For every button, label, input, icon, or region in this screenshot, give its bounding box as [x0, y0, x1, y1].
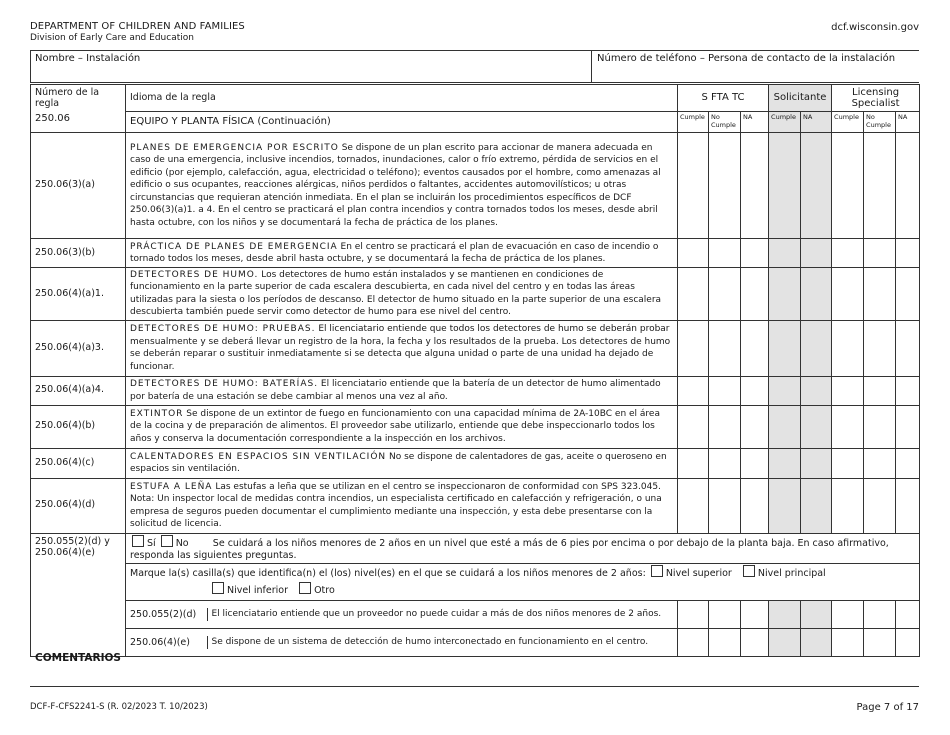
group-header-solicitante: Solicitante [769, 85, 832, 112]
rule-number: 250.06(4)(b) [31, 405, 126, 448]
sftatc-na-cell[interactable] [741, 405, 769, 448]
sftatc-cumple-cell[interactable] [678, 405, 709, 448]
sftatc-na-cell[interactable] [741, 133, 769, 239]
licensing-cumple-cell[interactable] [832, 320, 864, 376]
level-lower-label: Nivel inferior [227, 584, 288, 596]
sftatc-cumple-cell[interactable] [678, 268, 709, 321]
sftatc-cumple-cell[interactable] [678, 478, 709, 533]
rule-number: 250.06(4)(a)3. [31, 320, 126, 376]
sub-rule-cell [126, 628, 678, 656]
division-name: Division of Early Care and Education [30, 33, 194, 43]
rule-body: Los detectores de humo están instalados y se mantienen en condiciones de funcionamiento en la parte superior de cada escalera descubierta, en cada nivel del centro y en todas las áreas utilizadas para la siesta o los períodos de descanso. El detector de humo situado en la parte superior de una escalera descubierta también puede servir como detector de humo para ese nivel del centro. [130, 270, 662, 318]
under2-levels-row [31, 563, 920, 600]
solicitante-cumple-cell[interactable] [769, 239, 801, 268]
solicitante-cumple-cell[interactable] [769, 268, 801, 321]
licensing-cumple-cell[interactable] [832, 239, 864, 268]
solicitante-na-cell[interactable] [801, 628, 832, 656]
under2-question [126, 533, 920, 563]
solicitante-na-cell[interactable] [801, 133, 832, 239]
licensing-cumple-cell[interactable] [832, 448, 864, 478]
rule-number: 250.06(3)(a) [31, 133, 126, 239]
section-title: EQUIPO Y PLANTA FÍSICA (Continuación) [126, 112, 678, 133]
sftatc-no-cumple-cell[interactable] [709, 600, 741, 628]
licensing-na-cell[interactable] [896, 405, 920, 448]
sftatc-cumple-cell[interactable] [678, 628, 709, 656]
licensing-cumple-cell[interactable] [832, 376, 864, 405]
rule-text [126, 239, 678, 268]
no-label: No [175, 537, 189, 549]
licensing-na-cell[interactable] [896, 239, 920, 268]
solicitante-cumple-cell[interactable] [769, 320, 801, 376]
sftatc-no-cumple-cell[interactable] [709, 239, 741, 268]
rule-text [126, 376, 678, 405]
solicitante-cumple-cell[interactable] [769, 376, 801, 405]
level-upper-label: Nivel superior [665, 567, 732, 579]
sftatc-no-cumple-cell[interactable] [709, 133, 741, 239]
sub-header-cumple: Cumple [769, 112, 801, 133]
rule-body: No se dispone de calentadores de gas, aceite o queroseno en espacios sin ventilación. [130, 451, 667, 475]
no-checkbox[interactable] [161, 535, 173, 547]
sub-header-na: NA [741, 112, 769, 133]
solicitante-cumple-cell[interactable] [769, 405, 801, 448]
rule-number: 250.06(4)(a)1. [31, 268, 126, 321]
licensing-cumple-cell[interactable] [832, 133, 864, 239]
solicitante-na-cell[interactable] [801, 239, 832, 268]
col-header-rule-language: Idioma de la regla [126, 85, 678, 112]
under2-question-text: Se cuidará a los niños menores de 2 años en un nivel que esté a más de 6 pies por encima o por debajo de la planta baja. En caso afirmativo, responda las siguientes preguntas. [130, 537, 889, 561]
rule-title: ESTUFA A LEÑA [130, 481, 213, 492]
levels-prompt: Marque la(s) casilla(s) que identifica(n) el (los) nivel(es) en el que se cuidará a los niños menores de 2 años: [130, 567, 646, 579]
licensing-no-cumple-cell[interactable] [864, 320, 896, 376]
table-header-row [31, 85, 920, 112]
licensing-no-cumple-cell[interactable] [864, 478, 896, 533]
level-other-label: Otro [314, 584, 335, 596]
table-row [31, 600, 920, 628]
rule-number: 250.06(4)(a)4. [31, 376, 126, 405]
licensing-na-cell[interactable] [896, 376, 920, 405]
level-upper-checkbox[interactable] [651, 565, 663, 577]
comments-label: COMENTARIOS [35, 652, 121, 664]
solicitante-na-cell[interactable] [801, 268, 832, 321]
level-other-checkbox[interactable] [299, 582, 311, 594]
rule-text [126, 478, 678, 533]
rule-title: EXTINTOR [130, 409, 184, 420]
sftatc-no-cumple-cell[interactable] [709, 478, 741, 533]
sftatc-no-cumple-cell[interactable] [709, 268, 741, 321]
licensing-cumple-cell[interactable] [832, 628, 864, 656]
licensing-cumple-cell[interactable] [832, 478, 864, 533]
solicitante-na-cell[interactable] [801, 320, 832, 376]
sftatc-cumple-cell[interactable] [678, 133, 709, 239]
sftatc-cumple-cell[interactable] [678, 239, 709, 268]
group-header-sftatc: S FTA TC [678, 85, 769, 112]
solicitante-cumple-cell[interactable] [769, 478, 801, 533]
licensing-no-cumple-cell[interactable] [864, 600, 896, 628]
under2-rule-numbers: 250.055(2)(d) y 250.06(4)(e) [31, 533, 126, 656]
rule-number: 250.06(4)(c) [31, 448, 126, 478]
sftatc-na-cell[interactable] [741, 376, 769, 405]
sftatc-no-cumple-cell[interactable] [709, 628, 741, 656]
solicitante-na-cell[interactable] [801, 376, 832, 405]
sftatc-na-cell[interactable] [741, 478, 769, 533]
sftatc-na-cell[interactable] [741, 320, 769, 376]
table-row [31, 478, 920, 533]
form-number: DCF-F-CFS2241-S (R. 02/2023 T. 10/2023) [30, 702, 208, 712]
sftatc-no-cumple-cell[interactable] [709, 376, 741, 405]
solicitante-na-cell[interactable] [801, 478, 832, 533]
licensing-na-cell[interactable] [896, 600, 920, 628]
table-row [31, 628, 920, 656]
sftatc-no-cumple-cell[interactable] [709, 405, 741, 448]
rule-body: Las estufas a leña que se utilizan en el centro se inspeccionaron de conformidad con SPS 323.045. Nota: Un inspector local de medidas contra incendios, un especialista certificado en calefacción y refrigeración, o una empresa de seguros pueden documentar el cumplimiento mediante una inspección, y esta debe presentarse con la solicitud de licencia. [130, 481, 662, 530]
licensing-no-cumple-cell[interactable] [864, 448, 896, 478]
sftatc-na-cell[interactable] [741, 268, 769, 321]
licensing-no-cumple-cell[interactable] [864, 405, 896, 448]
licensing-na-cell[interactable] [896, 628, 920, 656]
facility-name-field[interactable] [31, 51, 592, 83]
phone-contact-label: Número de teléfono – Persona de contacto de la instalación [597, 53, 896, 64]
group-header-licensing: Licensing Specialist [832, 85, 920, 112]
rule-title: CALENTADORES EN ESPACIOS SIN VENTILACIÓN [130, 451, 387, 462]
level-lower-checkbox[interactable] [212, 582, 224, 594]
sftatc-no-cumple-cell[interactable] [709, 448, 741, 478]
rule-title: DETECTORES DE HUMO: BATERÍAS. [130, 379, 319, 390]
sub-header-no-cumple: No Cumple [864, 112, 896, 133]
sub-header-cumple: Cumple [678, 112, 709, 133]
website-url[interactable]: dcf.wisconsin.gov [831, 22, 919, 33]
rule-number: 250.06(3)(b) [31, 239, 126, 268]
department-name: DEPARTMENT OF CHILDREN AND FAMILIES [30, 21, 245, 32]
col-header-rule-number: Número de la regla [31, 85, 126, 133]
table-row [31, 268, 920, 321]
rule-text [126, 448, 678, 478]
table-row [31, 320, 920, 376]
sub-header-cumple: Cumple [832, 112, 864, 133]
rule-text [126, 268, 678, 321]
sub-rule-text: El licenciatario entiende que un proveedor no puede cuidar a más de dos niños menores de 2 años. [211, 608, 662, 619]
sftatc-na-cell[interactable] [741, 448, 769, 478]
rule-body: En el centro se practicará el plan de evacuación en caso de incendio o tornado todos los meses, desde abril hasta octubre, y se documentará la fecha de práctica de los planes. [130, 241, 659, 264]
licensing-na-cell[interactable] [896, 478, 920, 533]
sub-rule-number: 250.055(2)(d) [126, 608, 207, 621]
sub-rule-text: Se dispone de un sistema de detección de humo interconectado en funcionamiento en el centro. [211, 636, 649, 647]
sub-rule-cell [126, 600, 678, 628]
licensing-cumple-cell[interactable] [832, 405, 864, 448]
rule-title: DETECTORES DE HUMO: PRUEBAS. [130, 324, 316, 335]
rule-title: DETECTORES DE HUMO. [130, 270, 259, 280]
rule-body: El licenciatario entiende que todos los detectores de humo se deberán probar mensualmente y se deberá llevar un registro de la hora, la fecha y los resultados de la prueba. Los detectores de humo se deberán reparar o sustituir inmediatamente si se detecta que alguna unidad o parte de una unidad ha dejado de funcionar. [130, 324, 671, 372]
sftatc-cumple-cell[interactable] [678, 448, 709, 478]
under2-question-row [31, 533, 920, 563]
solicitante-cumple-cell[interactable] [769, 133, 801, 239]
licensing-no-cumple-cell[interactable] [864, 239, 896, 268]
table-row [31, 133, 920, 239]
licensing-cumple-cell[interactable] [832, 268, 864, 321]
level-main-label: Nivel principal [757, 567, 826, 579]
sub-header-na: NA [896, 112, 920, 133]
sftatc-na-cell[interactable] [741, 600, 769, 628]
rule-text [126, 320, 678, 376]
licensing-na-cell[interactable] [896, 133, 920, 239]
level-main-checkbox[interactable] [743, 565, 755, 577]
licensing-no-cumple-cell[interactable] [864, 268, 896, 321]
sftatc-cumple-cell[interactable] [678, 320, 709, 376]
sftatc-no-cumple-cell[interactable] [709, 320, 741, 376]
solicitante-na-cell[interactable] [801, 600, 832, 628]
solicitante-na-cell[interactable] [801, 448, 832, 478]
licensing-na-cell[interactable] [896, 268, 920, 321]
rule-body: El licenciatario entiende que la batería de un detector de humo alimentado por batería de una estación se debe cambiar al menos una vez al año. [130, 379, 661, 402]
table-row [31, 405, 920, 448]
solicitante-cumple-cell[interactable] [769, 628, 801, 656]
table-row [31, 239, 920, 268]
section-number: 250.06 [35, 113, 70, 124]
yes-label: Sí [147, 537, 156, 549]
solicitante-cumple-cell[interactable] [769, 448, 801, 478]
licensing-na-cell[interactable] [896, 448, 920, 478]
comments-divider [30, 686, 919, 687]
section-row [31, 112, 920, 133]
sftatc-na-cell[interactable] [741, 239, 769, 268]
licensing-na-cell[interactable] [896, 320, 920, 376]
licensing-no-cumple-cell[interactable] [864, 376, 896, 405]
rule-text [126, 405, 678, 448]
facility-name-label: Nombre – Instalación [35, 53, 141, 64]
under2-levels [126, 563, 920, 600]
sub-header-no-cumple: No Cumple [709, 112, 741, 133]
table-row [31, 448, 920, 478]
rule-title: PRÁCTICA DE PLANES DE EMERGENCIA [130, 241, 338, 252]
rule-number: 250.06(4)(d) [31, 478, 126, 533]
rule-title: PLANES DE EMERGENCIA POR ESCRITO [130, 143, 339, 154]
sftatc-cumple-cell[interactable] [678, 600, 709, 628]
sub-rule-number: 250.06(4)(e) [126, 636, 207, 649]
yes-checkbox[interactable] [132, 535, 144, 547]
solicitante-cumple-cell[interactable] [769, 600, 801, 628]
sftatc-cumple-cell[interactable] [678, 376, 709, 405]
phone-contact-field[interactable] [593, 51, 920, 83]
rule-body: Se dispone de un extintor de fuego en funcionamiento con una capacidad mínima de 2A-10BC en el área de la cocina y de preparación de alimentos. El proveedor sabe utilizarlo, entiende que debe inspeccionarlo todos los años y conserva la documentación correspondiente a la inspección en los archivos. [130, 409, 660, 444]
rule-body: Se dispone de un plan escrito para accionar de manera adecuada en caso de una emergencia, inclusive incendios, tornados, inundaciones, calor o frío extremo, pérdida de servicios en el edificio (por ejemplo, calefacción, agua, electricidad o teléfono); eventos causados por el hombre, como amenazas al edificio o sus ocupantes, reacciones alérgicas, niños perdidos o faltantes, accidentes automovilísticos; u otras circunstancias que requieran atención inmediata. En el plan se incluirán los procedimientos específicos de DCF 250.06(3)(a)1. a 4. En el centro se practicará el plan contra incendios y contra tornados todos los meses, desde abril hasta octubre, con los niños y se documentará la fecha de práctica de los planes. [130, 143, 661, 228]
solicitante-na-cell[interactable] [801, 405, 832, 448]
sub-header-na: NA [801, 112, 832, 133]
rules-checklist-table [30, 84, 920, 657]
facility-info-row [30, 50, 919, 83]
licensing-cumple-cell[interactable] [832, 600, 864, 628]
rule-text [126, 133, 678, 239]
licensing-no-cumple-cell[interactable] [864, 133, 896, 239]
sftatc-na-cell[interactable] [741, 628, 769, 656]
page-number: Page 7 of 17 [856, 702, 919, 713]
table-row [31, 376, 920, 405]
licensing-no-cumple-cell[interactable] [864, 628, 896, 656]
